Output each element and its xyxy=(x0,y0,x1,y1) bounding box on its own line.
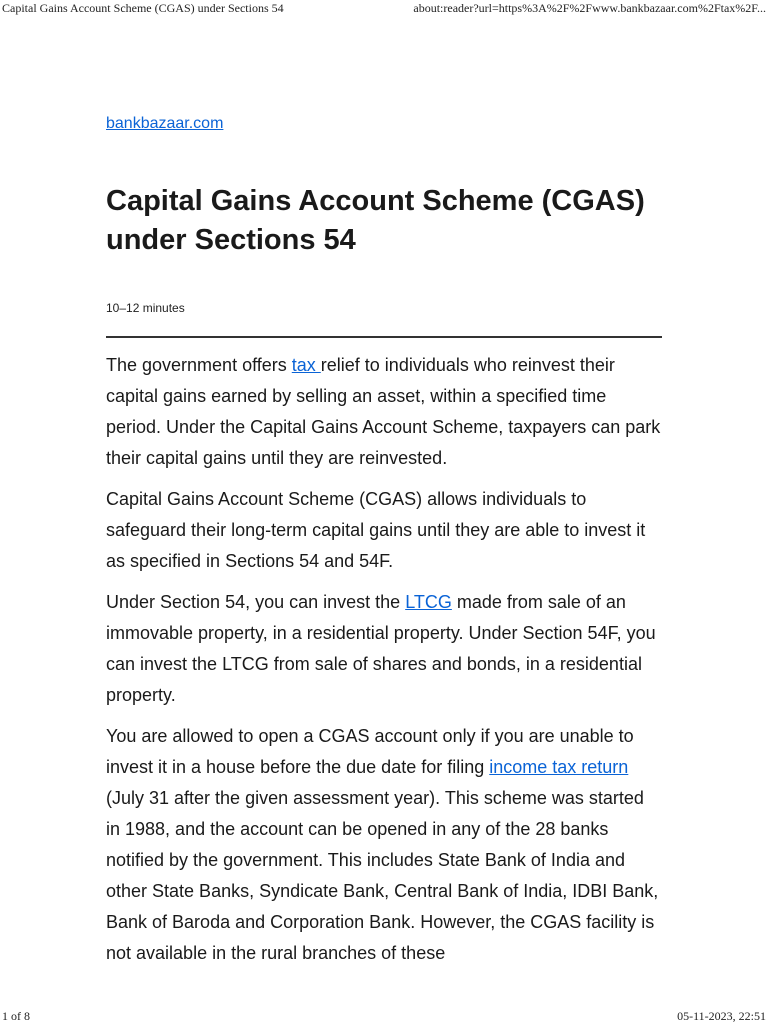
header-divider xyxy=(106,336,662,338)
reader-view xyxy=(106,113,662,969)
income-tax-return-link[interactable]: income tax return xyxy=(489,757,629,777)
article-content xyxy=(106,350,662,969)
print-footer xyxy=(0,1008,768,1026)
paragraph-3 xyxy=(106,587,662,711)
page-number: 1 of 8 xyxy=(2,1009,30,1023)
print-datetime: 05-11-2023, 22:51 xyxy=(677,1009,766,1023)
print-header-title: Capital Gains Account Scheme (CGAS) under Sections 54 xyxy=(2,1,284,15)
paragraph-3-text-before: Under Section 54, you can invest the xyxy=(106,592,406,612)
paragraph-4-text-after: (July 31 after the given assessment year). This scheme was started in 1988, and the account can be opened in any of the 28 banks notified by the government. This includes State Bank of India and other State Banks, Syndicate Bank, Central Bank of India, IDBI Bank, Bank of Baroda and Corporation Bank. However, the CGAS facility is not available in the rural branches of these xyxy=(106,788,659,963)
print-header-url: about:reader?url=https%3A%2F%2Fwww.bankbazaar.com%2Ftax%2F... xyxy=(413,1,766,15)
tax-link[interactable]: tax xyxy=(291,355,321,375)
paragraph-4 xyxy=(106,721,662,969)
paragraph-1 xyxy=(106,350,662,474)
paragraph-1-text-before: The government offers xyxy=(106,355,292,375)
reading-time: 10–12 minutes xyxy=(106,301,185,315)
paragraph-4-text-before: You are allowed to open a CGAS account only if you are unable to invest it in a house before the due date for filing xyxy=(106,726,634,777)
ltcg-link[interactable]: LTCG xyxy=(405,592,452,612)
paragraph-1-text-after: relief to individuals who reinvest their capital gains earned by selling an asset, within a specified time period. Under the Capital Gains Account Scheme, taxpayers can park their capital gains until they are reinvested. xyxy=(106,355,661,468)
paragraph-3-text-after: made from sale of an immovable property, in a residential property. Under Section 54F, you can invest the LTCG from sale of shares and bonds, in a residential property. xyxy=(106,592,656,705)
paragraph-2: Capital Gains Account Scheme (CGAS) allows individuals to safeguard their long-term capital gains until they are able to invest it as specified in Sections 54 and 54F. xyxy=(106,489,646,571)
article-title: Capital Gains Account Scheme (CGAS) under Sections 54 xyxy=(106,185,645,256)
source-domain-link[interactable]: bankbazaar.com xyxy=(106,115,224,132)
print-header xyxy=(0,0,768,18)
